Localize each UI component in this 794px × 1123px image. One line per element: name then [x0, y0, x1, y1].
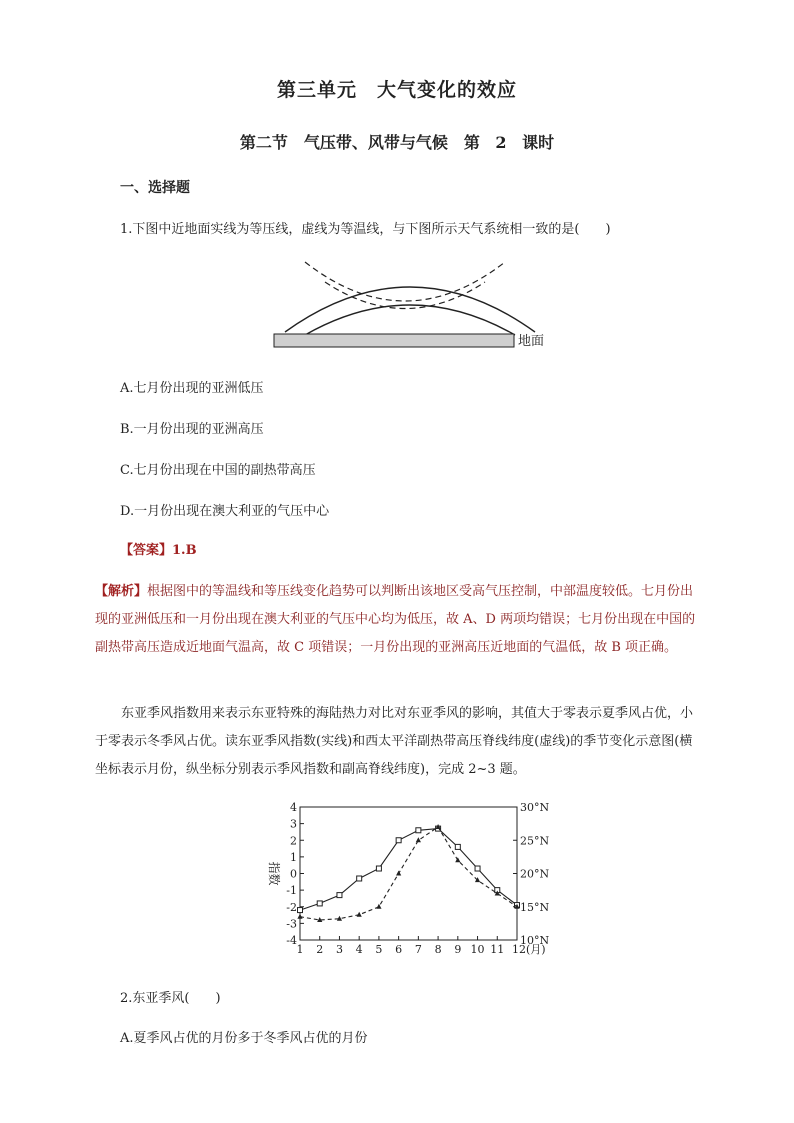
isobar-inner	[305, 305, 515, 335]
monsoon-passage: 东亚季风指数用来表示东亚特殊的海陆热力对比对东亚季风的影响，其值大于零表示夏季风占优，小于零表示冬季风占优。读东亚季风指数(实线)和西太平洋副热带高压脊线纬度(虚线)的季节变化示意图(横坐标表示月份，纵坐标分别表示季风指数和副高脊线纬度)，完成 2~3 题。	[95, 706, 694, 777]
series-1-point	[416, 828, 421, 833]
y-tick-label: 3	[290, 817, 297, 831]
y-tick-label: -2	[286, 900, 297, 914]
explanation-text: 根据图中的等温线和等压线变化趋势可以判断出该地区受高气压控制，中部温度较低。七月份出现的亚洲低压和一月份出现在澳大利亚的气压中心均为低压，故 A、D 两项均错误；七月份出现在中国的副热带高压造成近地面气温高，故 C 项错误；一月份出现的亚洲高压近地面的气温低，故 B 项正确。	[95, 584, 696, 655]
y2-tick-label: 15°N	[520, 900, 550, 914]
q1-explanation	[95, 578, 705, 662]
y2-tick-label: 20°N	[520, 867, 550, 881]
series-2-point	[416, 837, 421, 842]
ground-bar	[274, 334, 514, 347]
y2-tick-label: 10°N	[520, 934, 550, 947]
explanation-label: 【解析】	[95, 584, 148, 599]
series-1-point	[317, 901, 322, 906]
y-tick-label: -3	[286, 917, 297, 931]
monsoon-index-chart	[255, 797, 575, 962]
series-2-point	[297, 914, 302, 919]
isotherm-outer	[305, 262, 505, 301]
section-heading: 第二节 气压带、风带与气候 第 2 课时	[239, 133, 555, 152]
q1-option-d: D.一月份出现在澳大利亚的气压中心	[120, 504, 330, 519]
unit-title: 第三单元 大气变化的效应	[276, 79, 517, 101]
ground-label: 地面	[518, 334, 545, 349]
x-tick-label: 5	[375, 943, 383, 956]
x-tick-label: 1	[296, 943, 304, 956]
x-tick-label: 8	[434, 943, 442, 956]
x-tick-label: 2	[316, 943, 324, 956]
isobar-diagram	[260, 250, 560, 355]
series-1-point	[298, 908, 303, 913]
x-tick-label: 6	[395, 943, 403, 956]
x-tick-label: 11	[490, 943, 505, 956]
y-tick-label: -4	[286, 934, 297, 947]
x-tick-label: 3	[335, 943, 343, 956]
q2-option-a: A.夏季风占优的月份多于冬季风占优的月份	[120, 1031, 368, 1046]
series-1-point	[475, 866, 480, 871]
x-tick-label: 10	[470, 943, 485, 956]
x-tick-label: 9	[454, 943, 462, 956]
question-1-stem: 1.下图中近地面实线为等压线，虚线为等温线，与下图所示天气系统相一致的是( )	[120, 222, 611, 237]
series-1-point	[455, 844, 460, 849]
plot-frame	[300, 807, 517, 940]
y-axis-label: 指数	[267, 861, 281, 886]
series-1-point	[337, 893, 342, 898]
series-line-1	[300, 829, 517, 911]
series-1-point	[376, 866, 381, 871]
q1-option-a: A.七月份出现的亚洲低压	[120, 381, 264, 396]
question-2-stem: 2.东亚季风( )	[120, 991, 221, 1006]
y-tick-label: 1	[290, 850, 297, 864]
series-2-point	[337, 916, 342, 921]
q1-answer: 【答案】1.B	[120, 543, 197, 558]
question-type-label: 一、选择题	[120, 180, 190, 196]
y2-tick-label: 25°N	[520, 834, 550, 848]
y-tick-label: 4	[290, 801, 297, 814]
x-tick-label: 7	[414, 943, 422, 956]
series-1-point	[357, 876, 362, 881]
series-1-point	[396, 838, 401, 843]
series-line-2	[300, 827, 517, 920]
x-tick-label: 12(月)	[512, 943, 546, 956]
y2-tick-label: 30°N	[520, 801, 550, 814]
series-2-point	[357, 912, 362, 917]
y-tick-label: 0	[290, 867, 297, 881]
q1-option-c: C.七月份出现在中国的副热带高压	[120, 463, 316, 478]
q1-option-b: B.一月份出现的亚洲高压	[120, 422, 264, 437]
y-tick-label: 2	[290, 834, 297, 848]
y-tick-label: -1	[286, 884, 297, 898]
x-tick-label: 4	[355, 943, 363, 956]
